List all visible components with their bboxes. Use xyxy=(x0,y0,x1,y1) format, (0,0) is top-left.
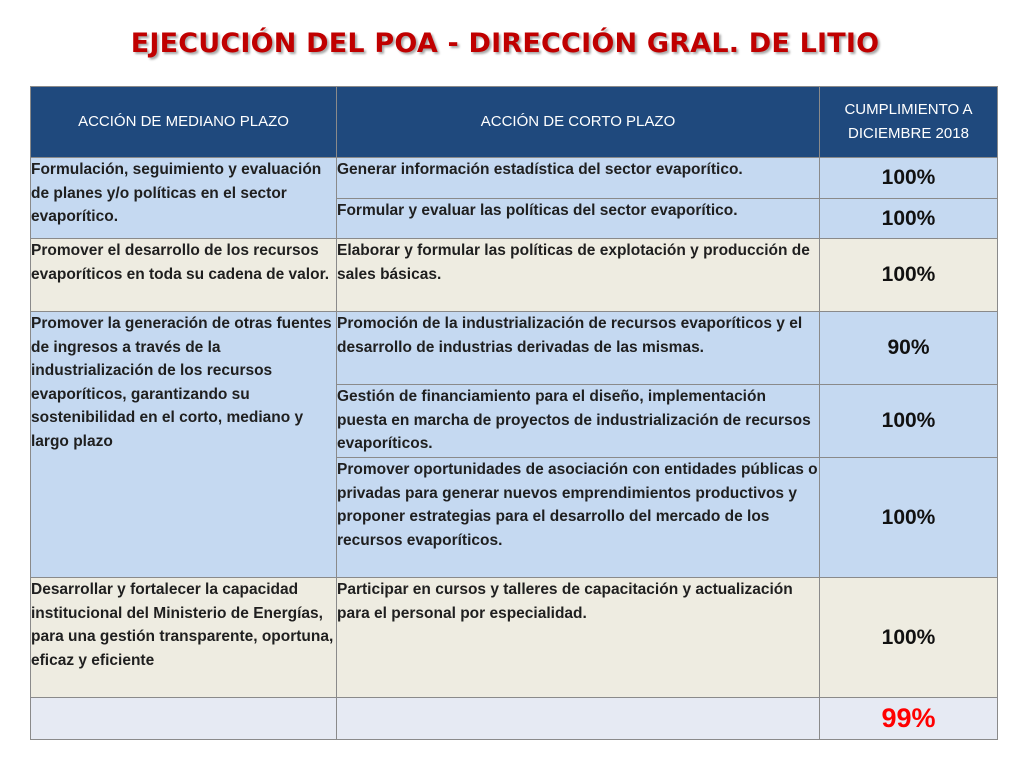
table-row xyxy=(31,578,998,698)
corto-plazo-cell: Promoción de la industrialización de recursos evaporíticos y el desarrollo de industrias derivadas de las mismas. xyxy=(337,312,820,385)
mediano-plazo-cell: Promover el desarrollo de los recursos evaporíticos en toda su cadena de valor. xyxy=(31,239,337,312)
cumplimiento-cell: 100% xyxy=(820,239,998,312)
total-empty-cell xyxy=(337,698,820,740)
table-row xyxy=(31,239,998,312)
total-row xyxy=(31,698,998,740)
header-mediano-plazo: ACCIÓN DE MEDIANO PLAZO xyxy=(31,87,337,158)
cumplimiento-cell: 100% xyxy=(820,458,998,578)
poa-table xyxy=(30,86,998,740)
cumplimiento-cell: 100% xyxy=(820,158,998,199)
table-row xyxy=(31,312,998,385)
corto-plazo-cell: Elaborar y formular las políticas de explotación y producción de sales básicas. xyxy=(337,239,820,312)
table-row xyxy=(31,158,998,199)
corto-plazo-cell: Gestión de financiamiento para el diseño, implementación puesta en marcha de proyectos de industrialización de recursos evaporíticos. xyxy=(337,385,820,458)
cumplimiento-cell: 90% xyxy=(820,312,998,385)
total-cumplimiento: 99% xyxy=(820,698,998,740)
corto-plazo-cell: Generar información estadística del sector evaporítico. xyxy=(337,158,820,199)
cumplimiento-cell: 100% xyxy=(820,199,998,239)
cumplimiento-cell: 100% xyxy=(820,385,998,458)
total-empty-cell xyxy=(31,698,337,740)
mediano-plazo-cell: Promover la generación de otras fuentes de ingresos a través de la industrialización de los recursos evaporíticos, garantizando su sostenibilidad en el corto, mediano y largo plazo xyxy=(31,312,337,578)
mediano-plazo-cell: Formulación, seguimiento y evaluación de planes y/o políticas en el sector evaporítico. xyxy=(31,158,337,239)
header-row xyxy=(31,87,998,158)
corto-plazo-cell: Promover oportunidades de asociación con entidades públicas o privadas para generar nuevos emprendimientos productivos y proponer estrategias para el desarrollo del mercado de los recursos evaporíticos. xyxy=(337,458,820,578)
mediano-plazo-cell: Desarrollar y fortalecer la capacidad institucional del Ministerio de Energías, para una gestión transparente, oportuna, eficaz y eficiente xyxy=(31,578,337,698)
cumplimiento-cell: 100% xyxy=(820,578,998,698)
header-corto-plazo: ACCIÓN DE CORTO PLAZO xyxy=(337,87,820,158)
slide-title: EJECUCIÓN DEL POA - DIRECCIÓN GRAL. DE LITIO xyxy=(130,28,880,59)
corto-plazo-cell: Formular y evaluar las políticas del sector evaporítico. xyxy=(337,199,820,239)
corto-plazo-cell: Participar en cursos y talleres de capacitación y actualización para el personal por especialidad. xyxy=(337,578,820,698)
header-cumplimiento: CUMPLIMIENTO A DICIEMBRE 2018 xyxy=(820,87,998,158)
